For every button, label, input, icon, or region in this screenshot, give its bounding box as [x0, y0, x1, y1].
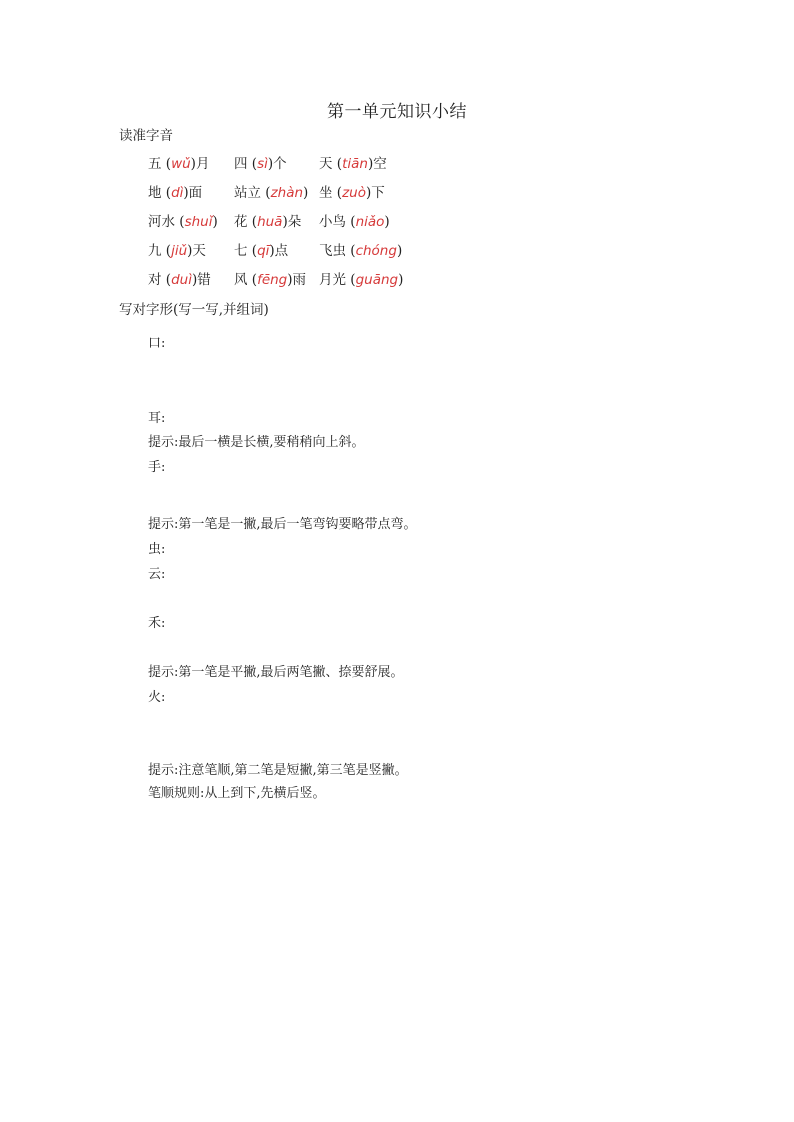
stroke-order-rule: 笔顺规则:从上到下,先横后竖。: [148, 786, 326, 801]
tip-er: 提示:最后一横是长横,要稍稍向上斜。: [148, 435, 365, 450]
pinyin-item: 花 (huā)朵: [234, 214, 302, 230]
char-prompt-kou: 口:: [148, 336, 166, 351]
pinyin-item: 坐 (zuò)下: [319, 185, 385, 201]
pinyin-item: 小鸟 (niǎo): [319, 214, 390, 230]
section-heading-write: 写对字形(写一写,并组词): [119, 302, 269, 318]
pinyin-item: 天 (tiān)空: [319, 156, 387, 172]
char-prompt-shou: 手:: [148, 460, 166, 475]
pinyin-item: 四 (sì)个: [234, 156, 287, 172]
tip-shou: 提示:第一笔是一撇,最后一笔弯钩要略带点弯。: [148, 517, 417, 532]
char-prompt-chong: 虫:: [148, 542, 166, 557]
pinyin-item: 五 (wǔ)月: [148, 156, 210, 172]
pinyin-item: 飞虫 (chóng): [319, 243, 403, 259]
pinyin-item: 站立 (zhàn): [234, 185, 309, 201]
tip-he: 提示:第一笔是平撇,最后两笔撇、捺要舒展。: [148, 665, 404, 680]
pinyin-item: 风 (fēng)雨: [234, 272, 307, 288]
page-title: 第一单元知识小结: [327, 102, 467, 122]
tip-huo: 提示:注意笔顺,第二笔是短撇,第三笔是竖撇。: [148, 763, 408, 778]
char-prompt-yun: 云:: [148, 567, 166, 582]
section-heading-read: 读准字音: [119, 128, 173, 144]
char-prompt-huo: 火:: [148, 690, 166, 705]
char-prompt-er: 耳:: [148, 411, 166, 426]
char-prompt-he: 禾:: [148, 616, 166, 631]
pinyin-item: 河水 (shuǐ): [148, 214, 218, 230]
pinyin-item: 月光 (guāng): [319, 272, 404, 288]
pinyin-item: 九 (jiǔ)天: [148, 243, 206, 259]
pinyin-item: 对 (duì)错: [148, 272, 211, 288]
pinyin-item: 七 (qī)点: [234, 243, 289, 259]
pinyin-item: 地 (dì)面: [148, 185, 203, 201]
